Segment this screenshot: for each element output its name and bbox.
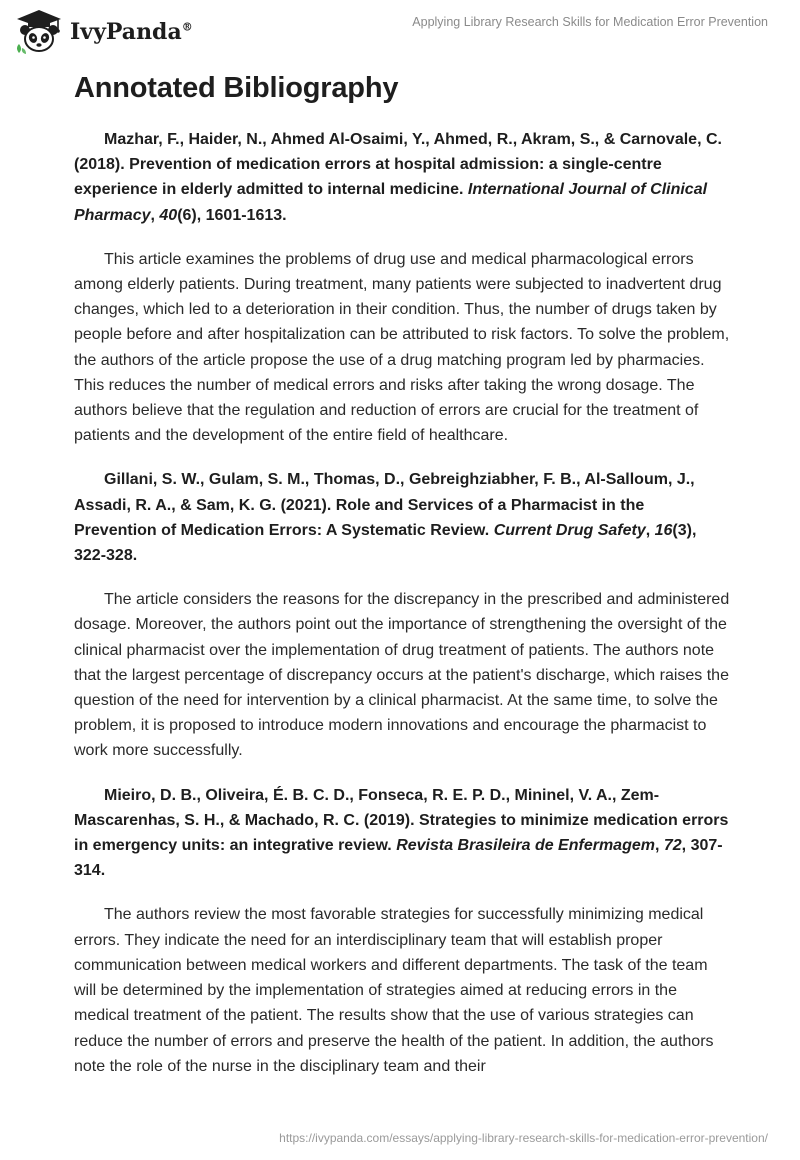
journal-volume: 40 — [159, 206, 178, 224]
annotation-text: The article considers the reasons for the discrepancy in the prescribed and administered dosage. Moreover, the authors point out the importance of strengthening the oversight of the clinical pharmacist over the implementation of drug treatment of patients. The authors note that the largest percentage of discrepancy occurs at the patient's discharge, which raises the question of the need for intervention by a clinical pharmacist. At the same time, to solve the problem, it is proposed to introduce modern innovations and encourage the pharmacist to work more successfully. — [74, 591, 730, 760]
journal-name: Revista Brasileira de Enfermagem — [396, 837, 655, 855]
journal-volume: 16 — [654, 521, 673, 539]
panda-graduate-icon — [14, 8, 64, 54]
reference-entry: Mieiro, D. B., Oliveira, É. B. C. D., Fonseca, R. E. P. D., Mininel, V. A., Zem-Mascarenhas, S. H., & Machado, R. C. (2019). Strategies to minimize medication errors in emergency units: an integrative review. Revista Brasileira de Enfermagem, 72, 307-314. — [74, 786, 729, 880]
page-header — [0, 0, 800, 60]
header-document-title: Applying Library Research Skills for Medication Error Prevention — [412, 15, 768, 29]
ivypanda-logo[interactable] — [14, 8, 193, 54]
journal-name: Current Drug Safety — [493, 521, 646, 539]
page-title: Annotated Bibliography — [74, 72, 399, 104]
article-body — [74, 72, 730, 1098]
source-url-link[interactable]: https://ivypanda.com/essays/applying-library-research-skills-for-medication-error-prevention/ — [279, 1131, 768, 1145]
journal-volume: 72 — [663, 837, 682, 855]
reference-entry: Gillani, S. W., Gulam, S. M., Thomas, D., Gebreighziabher, F. B., Al-Salloum, J., Assadi, R. A., & Sam, K. G. (2021). Role and Services of a Pharmacist in the Prevention of Medication Errors: A Systematic Review. Current Drug Safety, 16(3), 322-328. — [74, 471, 697, 565]
reference-entry: Mazhar, F., Haider, N., Ahmed Al-Osaimi, Y., Ahmed, R., Akram, S., & Carnovale, C. (2018). Prevention of medication errors at hospital admission: a single-centre experience in elderly admitted to internal medicine. International Journal of Clinical Pharmacy, 40(6), 1601-1613. — [74, 131, 722, 224]
journal-name: International Journal of Clinical Pharmacy — [74, 181, 708, 224]
annotation-text: The authors review the most favorable strategies for successfully minimizing medical errors. They indicate the need for an interdisciplinary team that will establish proper communication between medical workers and different departments. The task of the team will be determined by the implementation of strategies aimed at reducing errors in the medical treatment of the patient. The results show that the use of various strategies can reduce the number of errors and preserve the health of the patient. In addition, the authors note the role of the nurse in the disciplinary team and their — [74, 906, 714, 1075]
annotation-text: This article examines the problems of drug use and medical pharmacological errors among elderly patients. During treatment, many patients were subjected to inadvertent drug changes, which led to a deterioration in their condition. Thus, the number of drugs taken by people before and after hospitalization can be attributed to risk factors. To solve the problem, the authors of the article propose the use of a drug matching program led by pharmacies. This reduces the number of medical errors and risks after taking the wrong dosage. The authors believe that the regulation and reduction of errors are crucial for the treatment of patients and the development of the entire field of healthcare. — [74, 250, 730, 445]
brand-name: IvyPanda® — [70, 19, 193, 45]
